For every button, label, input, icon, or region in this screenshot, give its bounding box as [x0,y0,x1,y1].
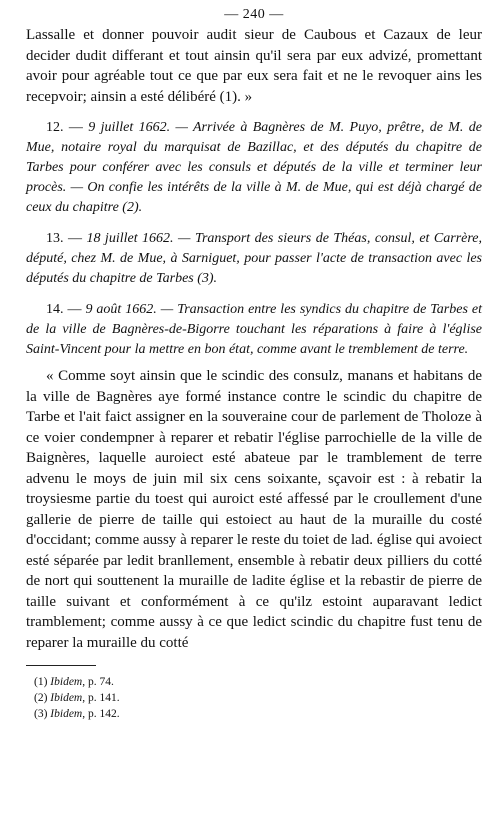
entry-text: 9 août 1662. — Transaction entre les syndics du chapitre de Tarbes et de la ville de Bagnères-de-Bigorre touchant les réparations à faire à l'église Saint-Vincent pour la mettre en bon état, comme avant le tremblement de terre. [26,302,482,357]
footnote-page: , p. 141. [82,692,120,704]
entry-text: 18 juillet 1662. — Transport des sieurs de Théas, consul, et Carrère, député, chez M. de Mue, à Sarniguet, pour passer l'acte de transaction avec les députés du chapitre de Tarbes (3). [26,231,482,286]
page-number: — 240 — [224,7,284,22]
footnote-1 [34,674,482,690]
entry-text: 9 juillet 1662. — Arrivée à Bagnères de M. Puyo, prêtre, de M. de Mue, notaire royal du marquisat de Bazillac, et des députés du chapitre de Tarbes pour conférer avec les consuls et députés de la ville et terminer leur procès. — On confie les intérêts de la ville à M. de Mue, qui est déjà chargé de ceux du chapitre (2). [26,120,482,215]
opening-paragraph: Lassalle et donner pouvoir audit sieur de Caubous et Cazaux de leur decider dudit differant et tout ainsin qu'il sera par eux advizé, promettant avoir pour agréable tout ce que par eux sera fait et ne le revoquer ains les recepvoir; ainsin a esté délibéré (1). » [26,27,482,105]
entry-13 [26,229,482,289]
quoted-act-paragraph: « Comme soyt ainsin que le scindic des consulz, manans et habitans de la ville de Bagnères aye formé instance contre le scindic du chapitre de Tarbe et l'ait faict assigner en la souveraine cour de parlement de Tholoze à ce voier condempner à reparer et rebatir l'église parrochielle de la ville de Baignères, laquelle auroiect esté abateue par le tramblement de terre advenu le moys de juin mil six cens soixante, sçavoir est : à rebatir la troysiesme partie du toest qui auroict esté affessé par le croullement d'une gallerie de pierre de taille qui estoiect au haut de la muraille du costé d'occidant; comme aussy à reparer le reste du toiet de lad. église qui avoiect esté séparée par ledit branllement, ensemble à rebatir deux pilliers du cotté de nort qui souttenent la muraille de ladite église et la rebastir de pierre de taille suivant et conformément à ce qu'ilz estoint auparavant ledict tramblement; comme aussy à ce que ledict scindic du chapitre fust tenu de reparer la muraille du cotté [26,368,482,651]
footnote-ref: Ibidem [50,708,83,720]
entry-number: 13. — [46,231,87,246]
footnote-3 [34,706,482,722]
footnotes [34,674,482,722]
footnote-page: , p. 74. [82,676,114,688]
document-page [26,6,482,722]
entry-number: 12. — [46,120,89,135]
footnote-separator [26,665,96,666]
entry-14 [26,300,482,360]
footnote-2 [34,690,482,706]
entry-number: 14. — [46,302,86,317]
entry-12 [26,118,482,218]
footnote-mark: (3) [34,708,51,720]
footnote-ref: Ibidem [50,676,83,688]
footnote-page: , p. 142. [82,708,120,720]
footnote-ref: Ibidem [50,692,83,704]
footnote-mark: (2) [34,692,51,704]
footnote-mark: (1) [34,676,51,688]
